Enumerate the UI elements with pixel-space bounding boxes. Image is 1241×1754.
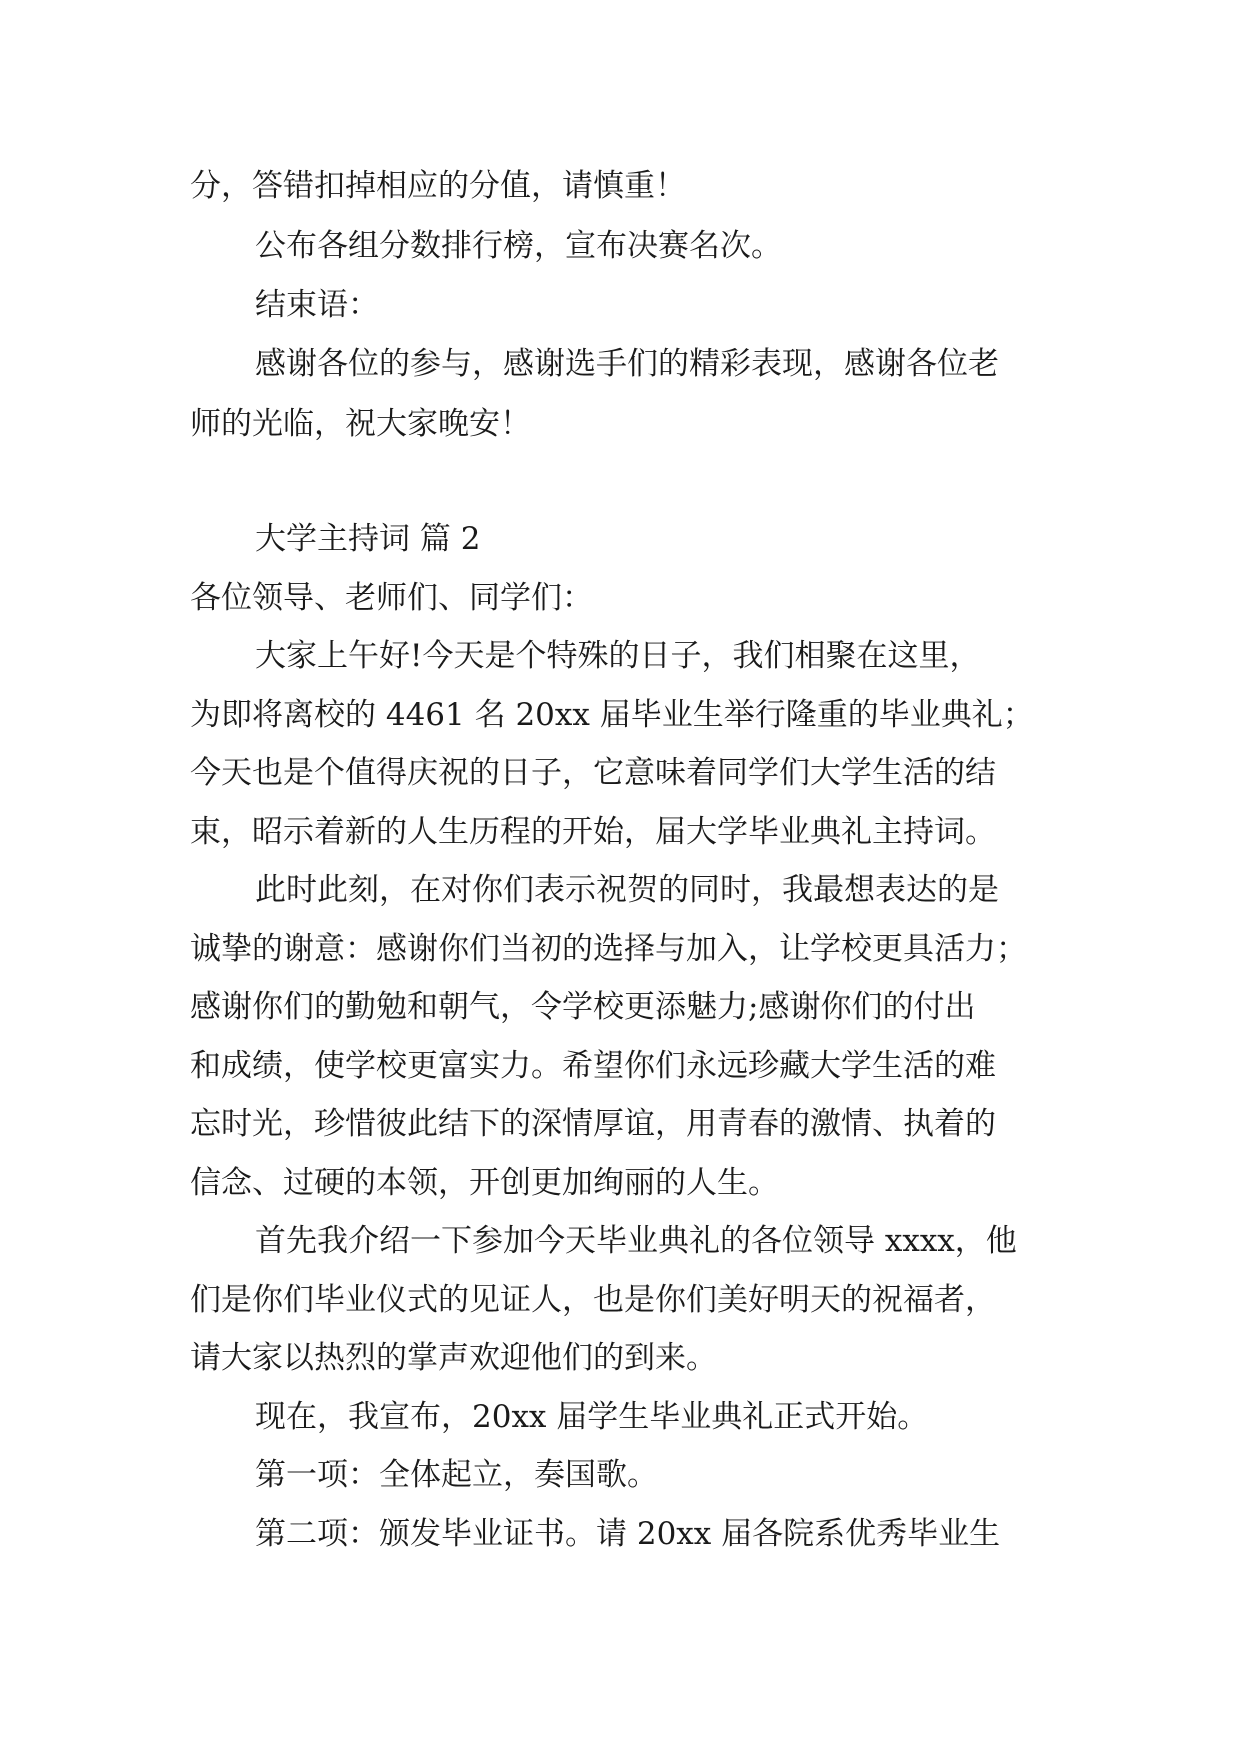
salutation: 各位领导、老师们、同学们： — [190, 580, 593, 616]
text-line: 今天也是个值得庆祝的日子，它意味着同学们大学生活的结 — [190, 755, 996, 791]
text-line: 诚挚的谢意：感谢你们当初的选择与加入，让学校更具活力； — [190, 931, 1027, 967]
text-line: 此时此刻，在对你们表示祝贺的同时，我最想表达的是 — [255, 872, 999, 908]
text-line: 忘时光，珍惜彼此结下的深情厚谊，用青春的激情、执着的 — [190, 1106, 996, 1142]
text-line: 第二项：颁发毕业证书。请 20xx 届各院系优秀毕业生 — [255, 1516, 1001, 1552]
text-line: 束，昭示着新的人生历程的开始，届大学毕业典礼主持词。 — [190, 814, 996, 850]
text-line: 和成绩，使学校更富实力。希望你们永远珍藏大学生活的难 — [190, 1048, 996, 1084]
text-line: 感谢你们的勤勉和朝气，令学校更添魅力;感谢你们的付出 — [190, 989, 976, 1025]
text-line: 为即将离校的 4461 名 20xx 届毕业生举行隆重的毕业典礼； — [190, 697, 1034, 733]
text-line: 公布各组分数排行榜，宣布决赛名次。 — [255, 228, 782, 264]
text-line: 第一项：全体起立，奏国歌。 — [255, 1457, 658, 1493]
text-line: 们是你们毕业仪式的见证人，也是你们美好明天的祝福者， — [190, 1282, 996, 1318]
text-line: 师的光临，祝大家晚安！ — [190, 406, 531, 442]
text-line: 现在，我宣布，20xx 届学生毕业典礼正式开始。 — [255, 1399, 929, 1435]
text-line: 大家上午好!今天是个特殊的日子，我们相聚在这里， — [255, 638, 981, 674]
section-heading: 大学主持词 篇 2 — [255, 521, 481, 557]
text-line: 首先我介绍一下参加今天毕业典礼的各位领导 xxxx，他 — [255, 1223, 1017, 1259]
text-line: 信念、过硬的本领，开创更加绚丽的人生。 — [190, 1165, 779, 1201]
text-line: 分，答错扣掉相应的分值，请慎重！ — [190, 168, 686, 204]
text-line: 感谢各位的参与，感谢选手们的精彩表现，感谢各位老 — [255, 346, 999, 382]
text-line: 结束语： — [255, 287, 379, 323]
text-line: 请大家以热烈的掌声欢迎他们的到来。 — [190, 1340, 717, 1376]
